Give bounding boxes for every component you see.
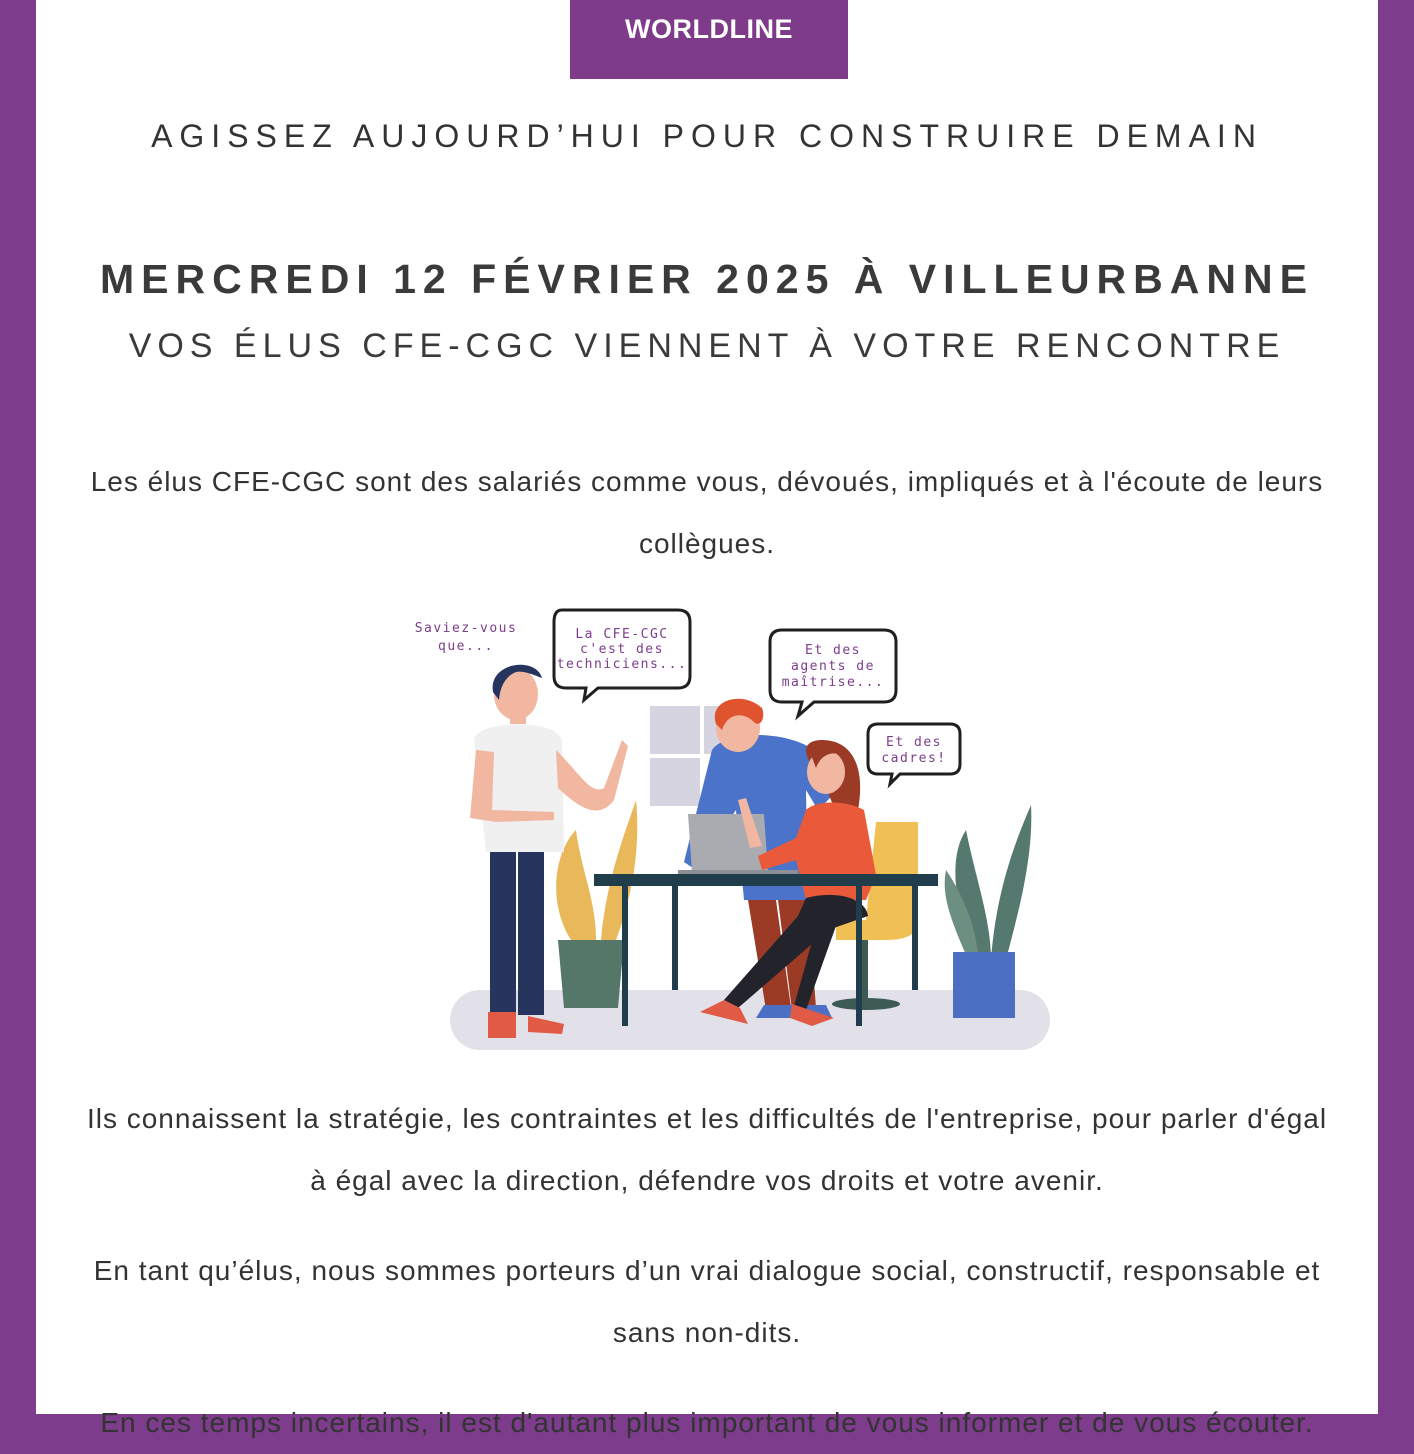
bubble-text: cadres! <box>881 751 947 766</box>
flyer-page <box>36 0 1378 1438</box>
event-subtitle: VOS ÉLUS CFE-CGC VIENNENT À VOTRE RENCONTRE <box>128 327 1286 365</box>
window-pane <box>650 706 700 754</box>
bubble-text: que... <box>438 639 494 654</box>
desk-top <box>594 874 938 886</box>
plant-pot <box>558 940 624 1008</box>
man-leg <box>490 850 516 1015</box>
bubble-text: techniciens... <box>556 657 688 672</box>
worldline-logo <box>570 0 848 79</box>
bubble-text: La CFE-CGC <box>575 627 669 642</box>
man-leg <box>518 850 544 1015</box>
bubble-text: Saviez-vous <box>414 621 518 636</box>
plant-leaf <box>991 805 1031 960</box>
desk-leg <box>912 886 918 990</box>
logo-text: WORLDLINE <box>625 14 793 44</box>
window-pane <box>650 758 700 806</box>
desk-leg <box>856 886 862 1026</box>
desk-leg <box>622 886 628 1026</box>
plant-leaf <box>601 800 637 940</box>
bubble-text: agents de <box>791 659 875 674</box>
chair-leg <box>862 940 868 1000</box>
paragraph-strategie: Ils connaissent la stratégie, les contraintes et les difficultés de l'entreprise, pour parler d'égal à égal avec la direction, défendre vos droits et votre avenir. <box>86 1103 1328 1196</box>
team-meeting-illustration <box>366 600 1066 1060</box>
bubble-text: c'est des <box>580 642 664 657</box>
bubble-text: maîtrise... <box>781 675 885 690</box>
bubble-text: Et des <box>805 643 861 658</box>
man-shoe <box>488 1012 516 1038</box>
paragraph-elus: Les élus CFE-CGC sont des salariés comme vous, dévoués, impliqués et à l'écoute de leurs collègues. <box>90 466 1324 559</box>
chair-base <box>832 998 900 1010</box>
tagline: AGISSEZ AUJOURD’HUI POUR CONSTRUIRE DEMAIN <box>151 118 1263 154</box>
man-arm <box>556 740 628 810</box>
plant-pot <box>953 952 1015 1018</box>
paragraph-temps-incertains: En ces temps incertains, il est d'autant plus important de vous informer et de vous écouter. <box>100 1407 1314 1438</box>
desk-leg <box>672 886 678 990</box>
bubble-text: Et des <box>886 735 942 750</box>
event-date-location: MERCREDI 12 FÉVRIER 2025 À VILLEURBANNE <box>100 256 1314 302</box>
paragraph-dialogue-social: En tant qu’élus, nous sommes porteurs d’un vrai dialogue social, constructif, responsable et sans non-dits. <box>93 1255 1321 1348</box>
